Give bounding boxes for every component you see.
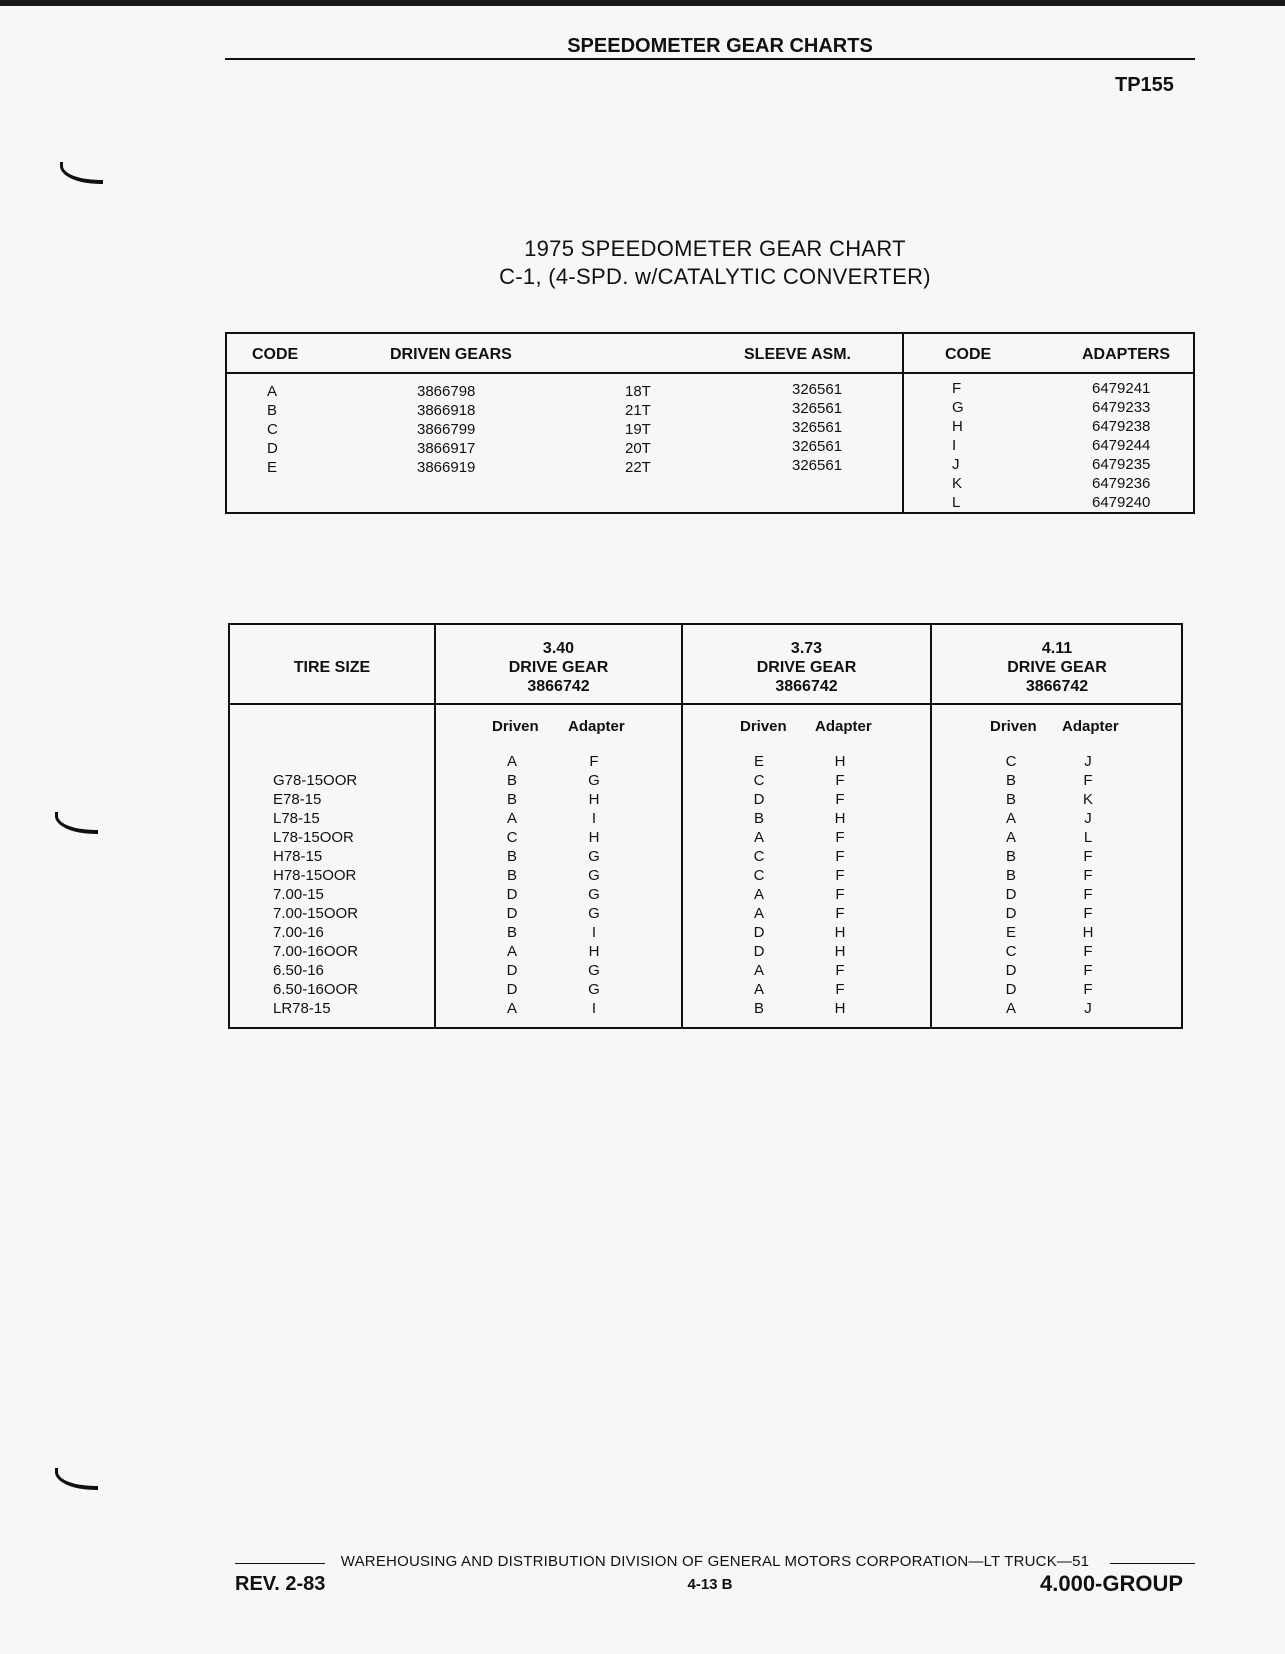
table-cell: F (1083, 867, 1093, 884)
list-item: I (952, 437, 957, 454)
table-cell: D (1005, 905, 1017, 922)
table-cell: D (506, 962, 518, 979)
table-cell (273, 752, 358, 771)
table-cell: C (753, 867, 765, 884)
table-cell: L78-15OOR (273, 829, 354, 846)
table-header-rule (227, 372, 1193, 374)
table-cell: G78-15OOR (273, 772, 358, 789)
gear-label: DRIVE GEAR (756, 659, 857, 676)
chart-title-line1: 1975 SPEEDOMETER GEAR CHART (524, 236, 906, 261)
table-cell: H78-15OOR (273, 867, 357, 884)
table-header-rule (230, 703, 1181, 705)
table-cell: F (1083, 848, 1093, 865)
col-header-adapters: ADAPTERS (1082, 346, 1171, 363)
table-cell: A (753, 981, 764, 998)
table-cell: B (753, 1000, 764, 1017)
table-cell: 6.50-16OOR (273, 981, 359, 998)
table-cell: F (1083, 981, 1093, 998)
list-item: E (267, 459, 278, 476)
table-cell: I (591, 1000, 597, 1017)
list-item: 3866919 (417, 459, 476, 476)
col-header-code-2: CODE (945, 346, 992, 363)
table-cell: 6.50-16 (273, 962, 324, 979)
gear-ratio: 4.11 (1041, 640, 1073, 657)
list-item: 3866799 (417, 421, 476, 438)
table-cell: D (753, 791, 765, 808)
list-item: 21T (625, 402, 651, 419)
gear-part-column (417, 382, 475, 477)
list-item: C (267, 421, 278, 438)
list-item: 3866798 (417, 383, 476, 400)
list-item: B (267, 402, 278, 419)
sub-header-adapter: Adapter (815, 718, 872, 735)
gear-ratio: 3.73 (790, 640, 823, 657)
list-item: A (267, 383, 278, 400)
list-item: F (952, 380, 962, 397)
sleeve-column (792, 380, 842, 475)
list-item: 6479236 (1092, 475, 1151, 492)
table-cell: F (835, 962, 845, 979)
list-item: 3866917 (417, 440, 476, 457)
gear-label: DRIVE GEAR (508, 659, 609, 676)
list-item: 6479233 (1092, 399, 1151, 416)
adapter-411-column (1076, 752, 1100, 1018)
list-item: 326561 (792, 381, 843, 398)
adapter-code-column (952, 379, 964, 512)
tire-size-column (273, 752, 358, 1018)
table-cell: C (1005, 943, 1017, 960)
table-cell: B (506, 772, 517, 789)
table-cell: F (835, 905, 845, 922)
list-item: D (267, 440, 278, 457)
adapter-part-column (1092, 379, 1150, 512)
table-cell: D (506, 981, 518, 998)
list-item: G (952, 399, 964, 416)
table-cell: B (506, 848, 517, 865)
table-cell: F (1083, 772, 1093, 789)
table-cell: F (1083, 886, 1093, 903)
list-item: 326561 (792, 457, 843, 474)
list-item: 22T (625, 459, 651, 476)
table-cell: C (1005, 753, 1017, 770)
table-cell: L78-15 (273, 810, 320, 827)
table-cell: 7.00-16OOR (273, 943, 359, 960)
table-cell: H (834, 943, 846, 960)
drive-gear-header-373 (683, 639, 930, 696)
table-cell: K (1082, 791, 1093, 808)
list-item: 6479244 (1092, 437, 1151, 454)
table-cell: H (834, 753, 846, 770)
table-cell: G (588, 848, 600, 865)
driven-411-column (999, 752, 1023, 1018)
table-cell: A (506, 943, 517, 960)
drive-gear-header-411 (932, 639, 1182, 696)
table-cell: E (1005, 924, 1016, 941)
sub-header-driven: Driven (740, 718, 787, 735)
table-cell: LR78-15 (273, 1000, 331, 1017)
table-cell: 7.00-16 (273, 924, 324, 941)
table-cell: H (1082, 924, 1094, 941)
list-item: 3866918 (417, 402, 476, 419)
table-cell: F (835, 791, 845, 808)
table-cell: D (1005, 981, 1017, 998)
table-cell: F (835, 867, 845, 884)
table-cell: B (1005, 772, 1016, 789)
table-cell: B (506, 867, 517, 884)
table-cell: C (753, 772, 765, 789)
table-cell: A (1005, 829, 1016, 846)
table-cell: D (753, 943, 765, 960)
gear-ratio: 3.40 (542, 640, 575, 657)
gear-part: 3866742 (775, 678, 838, 695)
table-cell: H (588, 829, 600, 846)
table-cell: D (506, 905, 518, 922)
gear-teeth-column (625, 382, 651, 477)
col-header-driven-gears: DRIVEN GEARS (390, 346, 512, 363)
table-cell: A (506, 1000, 517, 1017)
table-cell: A (1005, 1000, 1016, 1017)
table-cell: H (834, 1000, 846, 1017)
driven-340-column (500, 752, 524, 1018)
table-cell: A (753, 886, 764, 903)
sub-header-driven: Driven (990, 718, 1037, 735)
list-item: 326561 (792, 419, 843, 436)
table-cell: H (588, 791, 600, 808)
table-cell: G (588, 981, 600, 998)
table-cell: J (1084, 1000, 1092, 1017)
adapter-373-column (828, 752, 852, 1018)
table-cell: D (753, 924, 765, 941)
table-cell: A (753, 829, 764, 846)
table-cell: G (588, 867, 600, 884)
table-cell: H78-15 (273, 848, 323, 865)
list-item: 6479241 (1092, 380, 1151, 397)
table-cell: H (834, 810, 846, 827)
table-cell: H (834, 924, 846, 941)
col-header-tire-size: TIRE SIZE (293, 659, 371, 676)
footer-division-line: WAREHOUSING AND DISTRIBUTION DIVISION OF GENERAL MOTORS CORPORATION—LT TRUCK—51 (340, 1553, 1090, 1570)
table-cell: F (835, 772, 845, 789)
table-cell: 7.00-15OOR (273, 905, 359, 922)
list-item: 18T (625, 383, 651, 400)
scan-top-edge (0, 0, 1285, 6)
table-cell: D (1005, 962, 1017, 979)
chart-title-line2: C-1, (4-SPD. w/CATALYTIC CONVERTER) (499, 264, 931, 289)
table-cell: F (835, 981, 845, 998)
list-item: 6479238 (1092, 418, 1151, 435)
list-item: J (952, 456, 960, 473)
table-cell: E78-15 (273, 791, 322, 808)
list-item: 326561 (792, 438, 843, 455)
table-cell: B (753, 810, 764, 827)
gear-part: 3866742 (527, 678, 590, 695)
table-cell: J (1084, 753, 1092, 770)
list-item: H (952, 418, 963, 435)
sub-header-adapter: Adapter (1062, 718, 1119, 735)
table-cell: A (506, 810, 517, 827)
table-cell: B (1005, 791, 1016, 808)
binder-hole-mark (60, 162, 103, 184)
table-cell: F (1083, 943, 1093, 960)
table-cell: A (753, 905, 764, 922)
sub-header-driven: Driven (492, 718, 539, 735)
list-item: 6479240 (1092, 494, 1151, 511)
drive-gear-header-340 (436, 639, 681, 696)
list-item: K (952, 475, 963, 492)
table-cell: B (506, 791, 517, 808)
table-cell: A (506, 753, 517, 770)
table-cell: F (835, 848, 845, 865)
list-item: 326561 (792, 400, 843, 417)
table-cell: F (1083, 905, 1093, 922)
binder-hole-mark (55, 812, 98, 834)
list-item: L (952, 494, 961, 511)
table-cell: D (1005, 886, 1017, 903)
list-item: 6479235 (1092, 456, 1151, 473)
table-cell: J (1084, 810, 1092, 827)
group-label: 4.000-GROUP (1040, 1571, 1184, 1596)
binder-hole-mark (55, 1468, 98, 1490)
table-cell: D (506, 886, 518, 903)
table-cell: A (753, 962, 764, 979)
table-cell: I (591, 810, 597, 827)
gear-code-column (267, 382, 278, 477)
gear-parts-table (225, 332, 1195, 514)
table-cell: 7.00-15 (273, 886, 324, 903)
table-cell: C (506, 829, 518, 846)
sub-header-adapter: Adapter (568, 718, 625, 735)
list-item: 20T (625, 440, 651, 457)
table-divider (902, 334, 904, 512)
table-cell: G (588, 962, 600, 979)
table-cell: G (588, 886, 600, 903)
table-cell: F (835, 829, 845, 846)
list-item: 19T (625, 421, 651, 438)
table-cell: B (1005, 848, 1016, 865)
page-number: 4-13 B (687, 1576, 733, 1593)
table-cell: E (753, 753, 764, 770)
tire-size-table (228, 623, 1183, 1029)
table-cell: B (1005, 867, 1016, 884)
table-cell: A (1005, 810, 1016, 827)
table-cell: F (589, 753, 599, 770)
header-rule (225, 58, 1195, 60)
table-cell: F (835, 886, 845, 903)
page-code: TP155 (1115, 74, 1174, 96)
revision-label: REV. 2-83 (235, 1573, 326, 1595)
col-header-code: CODE (252, 346, 299, 363)
page-header-title: SPEEDOMETER GEAR CHARTS (567, 35, 873, 57)
col-header-sleeve: SLEEVE ASM. (744, 346, 851, 363)
table-cell: B (506, 924, 517, 941)
gear-label: DRIVE GEAR (1007, 659, 1107, 676)
adapter-340-column (582, 752, 606, 1018)
table-cell: H (588, 943, 600, 960)
chart-title (400, 235, 1030, 291)
table-cell: C (753, 848, 765, 865)
table-cell: I (591, 924, 597, 941)
table-cell: G (588, 772, 600, 789)
driven-373-column (747, 752, 771, 1018)
table-cell: F (1083, 962, 1093, 979)
table-cell: L (1083, 829, 1093, 846)
table-cell: G (588, 905, 600, 922)
gear-part: 3866742 (1025, 678, 1089, 695)
